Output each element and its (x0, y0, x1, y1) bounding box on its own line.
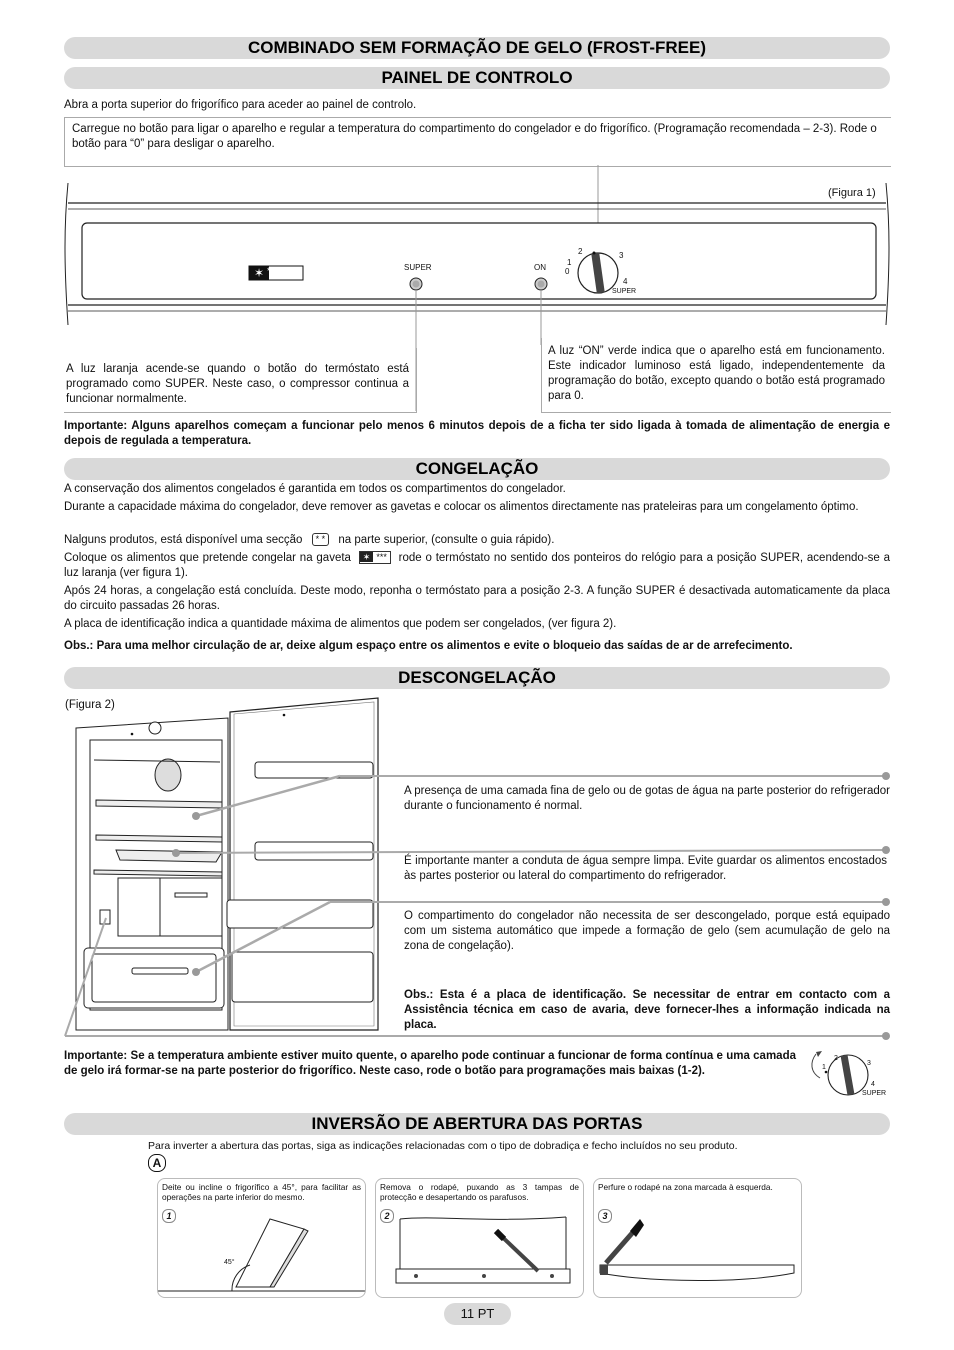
step-card-3 (593, 1178, 802, 1298)
freezing-p3-before: Nalguns produtos, está disponível uma secção (64, 534, 303, 546)
green-light-note: A luz “ON” verde indica que o aparelho está em funcionamento. Este indicador luminoso está ligado, independentemente da programação do botão, excepto quando o botão está programado para 0. (548, 345, 885, 402)
on-label: ON (534, 263, 546, 272)
step-2-text: Remova o rodapé, puxando as 3 tampas de protecção e desapertando os parafusos. (380, 1182, 579, 1202)
small-dial-mark-4: 4 (871, 1081, 875, 1088)
small-dial-mark-2: 2 (834, 1055, 838, 1062)
defrost-important: Importante: Se a temperatura ambiente estiver muito quente, o aparelho pode continuar a funcionar de forma contínua e uma camada de gelo irá formar-se na parte posterior do frigorífico. Neste caso, rode o botão para programações mais baixas (1-2). (64, 1050, 796, 1077)
step-1-angle: 45° (224, 1259, 235, 1266)
step-3-number: 3 (598, 1209, 612, 1223)
super-label: SUPER (404, 263, 432, 272)
step-3-illustration (594, 1207, 801, 1297)
step-2-illustration (376, 1207, 583, 1297)
dial-mark-3: 3 (619, 251, 624, 260)
step-2-number: 2 (380, 1209, 394, 1223)
freezing-p2: Durante a capacidade máxima do congelador, deve remover as gavetas e colocar os alimentos directamente nas prateleiras para um congelamento óptimo. (64, 501, 859, 513)
figure2-label: (Figura 2) (65, 699, 115, 711)
defrost-note-3: O compartimento do congelador não necessita de ser descongelado, porque está equipado com um sistema automático que impede a formação de gelo (sem acumulação de gelo na zona de congelação). (404, 910, 890, 952)
freezing-p5: Após 24 horas, a congelação está concluída. Deste modo, reponha o termóstato para a posição 2-3. A função SUPER é desactivada automaticamente da placa do circuito passadas 26 horas. (64, 585, 890, 612)
step-1-number: 1 (162, 1209, 176, 1223)
svg-text:✶: ✶ (253, 266, 265, 280)
small-dial-mark-1: 1 (822, 1064, 826, 1071)
dial-mark-0: 0 (565, 267, 570, 276)
section-letter-a: A (148, 1154, 166, 1172)
dial-mark-1: 1 (567, 258, 572, 267)
main-title: COMBINADO SEM FORMAÇÃO DE GELO (FROST-FREE) (64, 37, 890, 59)
two-star-section-icon: * * (312, 533, 330, 546)
freezing-p3-after: na parte superior, (consulte o guia rápido). (338, 534, 555, 546)
freezing-p4-before: Coloque os alimentos que pretende congelar na gaveta (64, 552, 351, 564)
door-reversal-intro: Para inverter a abertura das portas, siga as indicações relacionadas com o tipo de dobradiça e fecho incluídos no seu produto. (148, 1140, 738, 1152)
control-panel-heading: PAINEL DE CONTROLO (64, 67, 890, 89)
freezing-heading: CONGELAÇÃO (64, 458, 890, 480)
dial-mark-2: 2 (578, 247, 583, 256)
step-1-illustration (158, 1207, 365, 1297)
defrosting-heading: DESCONGELAÇÃO (64, 667, 890, 689)
small-dial-mark-3: 3 (867, 1060, 871, 1067)
knob-instruction-text: Carregue no botão para ligar o aparelho e regular a temperatura do compartimento do congelador e do frigorífico. (Programação recomendada – 2-3). Rode o botão para “0” para desligar o aparelho. (72, 123, 877, 150)
control-panel-important: Importante: Alguns aparelhos começam a funcionar pelo menos 6 minutos depois de a ficha ter sido ligada à tomada de alimentação de energia e depois de regulada a temperatura. (64, 420, 890, 447)
step-3-text: Perfure o rodapé na zona marcada à esquerda. (598, 1182, 773, 1192)
freezer-drawer-icon: ✶ *** (359, 551, 391, 564)
freezer-drawer-stars: *** (376, 552, 387, 563)
door-reversal-heading: INVERSÃO DE ABERTURA DAS PORTAS (64, 1113, 890, 1135)
step-card-1 (157, 1178, 366, 1298)
figure1-label: (Figura 1) (828, 187, 876, 199)
step-1-text: Deite ou incline o frigorífico a 45°, para facilitar as operações na parte inferior do mesmo. (162, 1182, 361, 1202)
freezing-p4-after: rode o termóstato no sentido dos ponteiros do relógio para a posição SUPER, acendendo-se a luz laranja (ver figura 1). (64, 552, 891, 579)
rating-plate-obs: Obs.: Esta é a placa de identificação. Se necessitar de entrar em contacto com a Assistência técnica em caso de avaria, deve fornecer-lhes a informação indicada na placa. (404, 989, 890, 1031)
freezing-p4 (64, 551, 890, 581)
freezing-p6: A placa de identificação indica a quantidade máxima de alimentos que podem ser congelados, (ver figura 2). (64, 618, 617, 630)
control-panel-intro: Abra a porta superior do frigorífico para aceder ao painel de controlo. (64, 99, 417, 111)
freezing-p3 (64, 533, 890, 548)
page-number: 11 PT (444, 1303, 511, 1325)
dial-super-label: SUPER (612, 288, 637, 295)
drawer-stars-icon: *** (267, 266, 281, 276)
step-card-2 (375, 1178, 584, 1298)
defrost-note-2: É importante manter a conduta de água sempre limpa. Evite guardar os alimentos encostados às partes posterior ou lateral do compartimento do refrigerador. (404, 855, 887, 882)
freezing-obs: Obs.: Para uma melhor circulação de ar, deixe algum espaço entre os alimentos e evite o bloqueio das saídas de ar de arrefecimento. (64, 640, 793, 652)
freezing-p1: A conservação dos alimentos congelados é garantida em todos os compartimentos do congelador. (64, 483, 566, 495)
dial-mark-4: 4 (623, 277, 628, 286)
orange-light-note: A luz laranja acende-se quando o botão do termóstato está programado como SUPER. Neste caso, o compressor continua a funcionar normalmente. (66, 363, 409, 405)
small-dial-super: SUPER (862, 1090, 887, 1097)
defrost-note-1: A presença de uma camada fina de gelo ou de gotas de água na parte posterior do refrigerador durante o funcionamento é normal. (404, 785, 890, 812)
